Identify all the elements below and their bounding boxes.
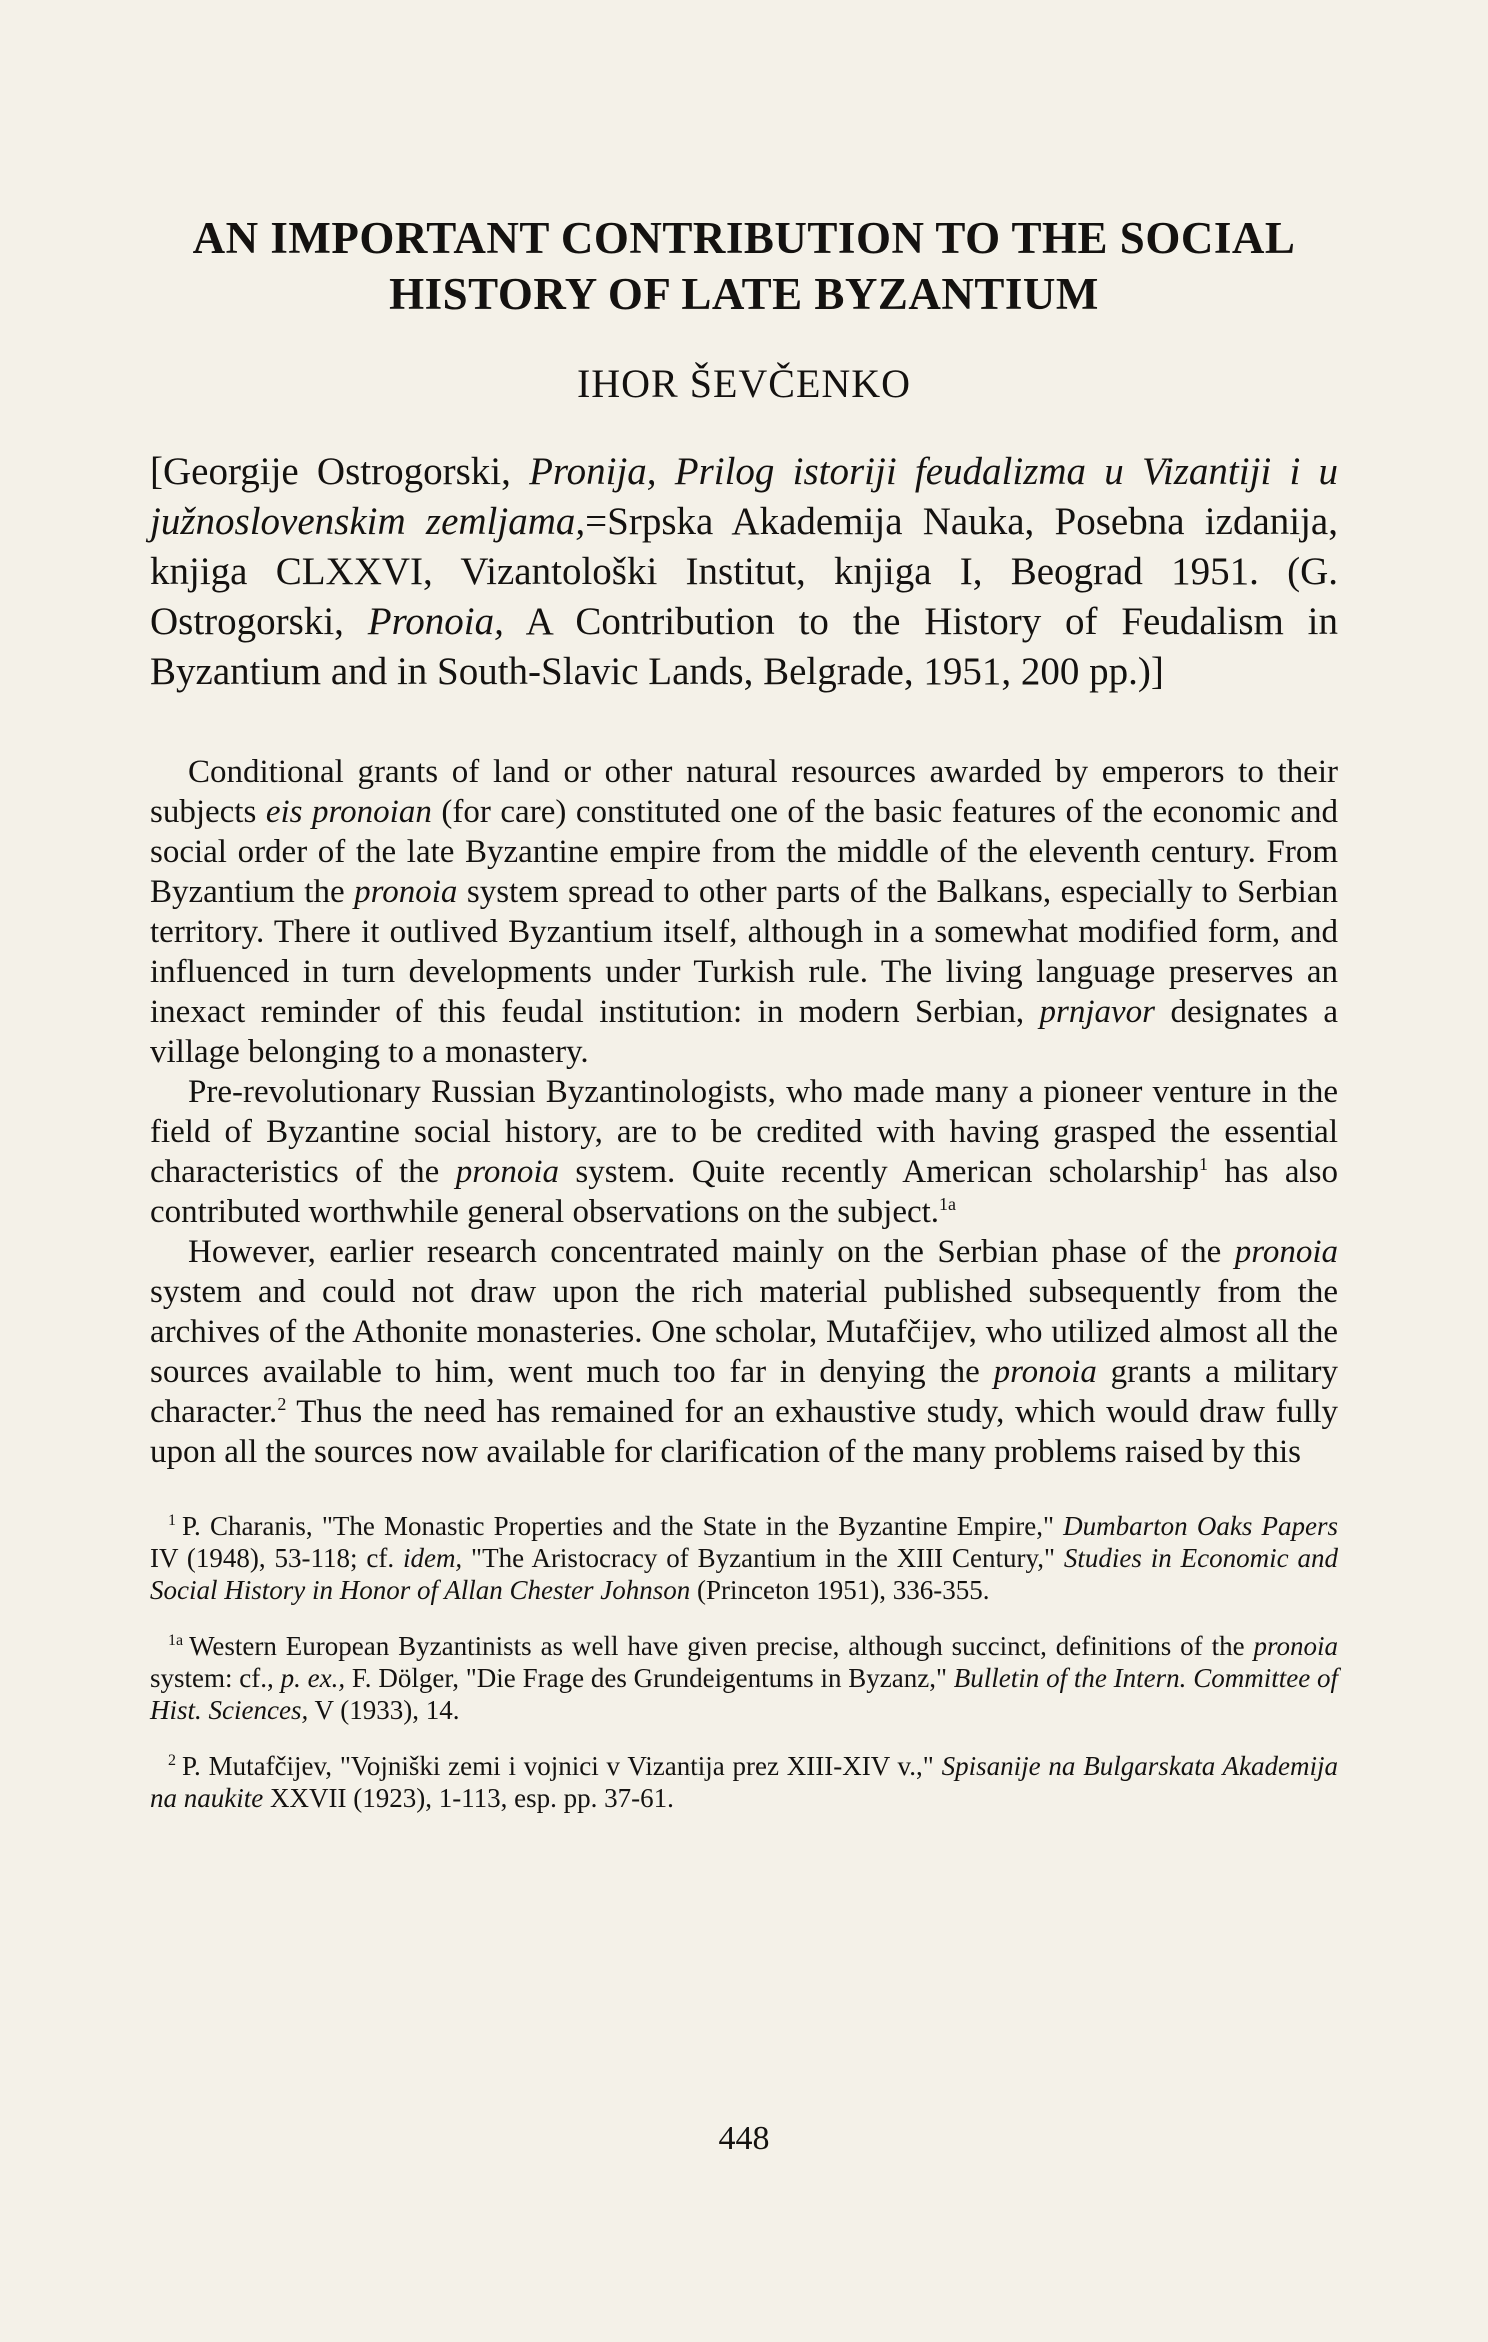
text-run: F. Dölger, "Die Frage des Grundeigentums in Byzanz," — [345, 1663, 954, 1693]
citation-italic-title-2: Pronoia, — [367, 600, 504, 643]
italic-term: idem, — [402, 1543, 463, 1573]
text-run: grants a military character. — [150, 1354, 1338, 1430]
italic-title: Bulletin of the Intern. Committee of Hist. Sciences, — [150, 1663, 1339, 1725]
text-run: system: cf., — [150, 1663, 281, 1693]
text-run: IV (1948), 53-118; cf. — [150, 1543, 403, 1573]
page-number: 448 — [718, 2120, 770, 2157]
footnote-1 — [150, 1510, 1338, 1606]
text-run: Pre-revolutionary Russian Byzantinologists, who made many a pioneer venture in the field of Byzantine social history, are to be credited with having grasped the essential characteristics of the — [150, 1074, 1338, 1190]
text-run: P. Mutafčijev, "Vojniški zemi i vojnici v Vizantija prez XIII-XIV v.," — [182, 1751, 942, 1781]
author-name: IHOR ŠEVČENKO — [576, 361, 912, 406]
text-run: system and could not draw upon the rich material published subsequently from the archives of the Athonite monasteries. One scholar, Mutafčijev, who utilized almost all the sources available to him, went much too far in denying the — [150, 1274, 1338, 1390]
text-run: However, earlier research concentrated mainly on the Serbian phase of the — [188, 1234, 1235, 1270]
text-run: Western European Byzantinists as well have given precise, although succinct, definitions of the — [189, 1631, 1254, 1661]
body-text — [150, 752, 1338, 1472]
italic-title: Dumbarton Oaks Papers — [1063, 1511, 1339, 1541]
italic-term: prnjavor — [1039, 994, 1156, 1030]
title-line-2: HISTORY OF LATE BYZANTIUM — [389, 269, 1099, 319]
text-run: "The Aristocracy of Byzantium in the XIII Century," — [462, 1543, 1064, 1573]
footnote-mark: 1a — [168, 1632, 184, 1649]
footnote-2 — [150, 1750, 1338, 1814]
book-citation — [150, 447, 1338, 697]
italic-term: pronoia — [354, 874, 458, 910]
text-run: designates a village belonging to a monastery. — [150, 994, 1339, 1070]
text-run: (Princeton 1951), 336-355. — [690, 1575, 990, 1605]
footnote-ref[interactable]: 2 — [277, 1394, 287, 1414]
title-line-1: AN IMPORTANT CONTRIBUTION TO THE SOCIAL — [192, 213, 1296, 263]
text-run: P. Charanis, "The Monastic Properties and the State in the Byzantine Empire," — [182, 1511, 1064, 1541]
citation-close: A Contribution to the History of Feudalism in Byzantium and in South-Slavic Lands, Belgrade, 1951, 200 pp.)] — [150, 600, 1339, 693]
paragraph-3 — [150, 1232, 1338, 1472]
text-run: Thus the need has remained for an exhaustive study, which would draw fully upon all the sources now available for clarification of the many problems raised by this — [150, 1394, 1338, 1470]
paragraph-1 — [150, 752, 1338, 1072]
italic-term: p. ex., — [280, 1663, 346, 1693]
paragraph-2 — [150, 1072, 1338, 1232]
italic-title: Spisanije na Bulgarskata Akademija na naukite — [150, 1751, 1338, 1813]
text-run: XXVII (1923), 1-113, esp. pp. 37-61. — [263, 1783, 674, 1813]
footnotes — [150, 1510, 1338, 1814]
article-title — [150, 210, 1338, 322]
text-run: (for care) constituted one of the basic features of the economic and social order of the late Byzantine empire from the middle of the eleventh century. From Byzantium the — [150, 794, 1338, 910]
citation-open: [Georgije Ostrogorski, — [150, 450, 530, 493]
text-run: system spread to other parts of the Balkans, especially to Serbian territory. There it outlived Byzantium itself, although in a somewhat modified form, and influenced in turn developments under Turkish rule. The living language preserves an inexact reminder of this feudal institution: in modern Serbian, — [150, 874, 1338, 1030]
italic-term: pronoia — [1253, 1631, 1338, 1661]
footnote-ref[interactable]: 1a — [939, 1194, 957, 1214]
citation-italic-title: Pronija, Prilog istoriji feudalizma u Vizantiji i u južnoslovenskim zemljama, — [150, 450, 1339, 543]
italic-term: eis pronoian — [265, 794, 432, 830]
text-run: has also contributed worthwhile general observations on the subject. — [150, 1154, 1338, 1230]
citation-publisher: =Srpska Akademija Nauka, Posebna izdanija, knjiga CLXXVI, Vizantološki Institut, knjiga I, Beograd 1951. (G. Ostrogorski, — [150, 500, 1338, 643]
italic-term: pronoia — [993, 1354, 1097, 1390]
footnote-mark: 2 — [168, 1752, 176, 1769]
text-run: system. Quite recently American scholarship — [559, 1154, 1200, 1190]
text-run: Conditional grants of land or other natural resources awarded by emperors to their subjects — [150, 754, 1338, 830]
text-run: V (1933), 14. — [308, 1695, 460, 1725]
footnote-ref[interactable]: 1 — [1199, 1154, 1209, 1174]
italic-title: Studies in Economic and Social History in Honor of Allan Chester Johnson — [150, 1543, 1338, 1605]
italic-term: pronoia — [1234, 1234, 1338, 1270]
footnote-1a — [150, 1630, 1338, 1726]
italic-term: pronoia — [455, 1154, 559, 1190]
footnote-mark: 1 — [168, 1512, 176, 1529]
